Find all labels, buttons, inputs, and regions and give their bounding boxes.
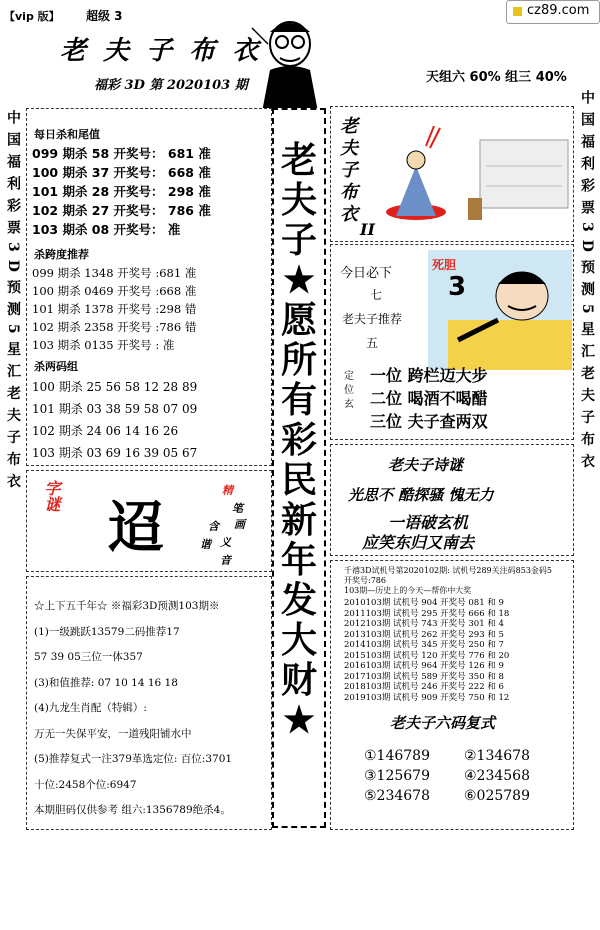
history-row: 2011103期 试机号 295 开奖号 666 和 18 bbox=[344, 608, 510, 619]
poem-line-1: 光思不 酷探骚 愧无力 bbox=[348, 486, 494, 504]
history-row: 2016103期 试机号 964 开奖号 126 和 9 bbox=[344, 661, 504, 671]
badge-square-icon bbox=[513, 7, 522, 16]
center-char: 民 bbox=[281, 459, 318, 501]
riddle-hint-words: 精 笔 画 含 谐 义 音 bbox=[200, 484, 245, 567]
center-char: 老 bbox=[281, 139, 318, 181]
center-char: 夫 bbox=[281, 179, 318, 221]
right-side-border bbox=[576, 90, 598, 910]
recommend-label: 老夫子推荐 bbox=[342, 312, 403, 326]
center-char: 子 bbox=[281, 219, 318, 261]
center-char: 愿 bbox=[281, 299, 318, 341]
left-side-border bbox=[2, 110, 24, 930]
history-row: 2015103期 试机号 120 开奖号 776 和 20 bbox=[344, 650, 510, 661]
left-side-text: 中国福利彩票3D预测5星汇老夫子布衣 bbox=[5, 110, 21, 496]
center-char: 所 bbox=[281, 339, 318, 381]
stamp-label: 死胆 bbox=[432, 258, 457, 272]
level-label: 超级 3 bbox=[86, 9, 123, 23]
prediction-line: 十位:2458个位:6947 bbox=[34, 778, 137, 791]
prediction-lines bbox=[34, 594, 232, 824]
span-kill-heading: 杀跨度推荐 bbox=[34, 248, 89, 261]
two-code-row: 101 期杀 03 38 59 58 07 09 bbox=[32, 402, 198, 416]
poem-line-3: 应笑东归又南去 bbox=[362, 533, 475, 552]
history-row: 2012103期 试机号 743 开奖号 301 和 4 bbox=[344, 619, 504, 629]
center-char: 发 bbox=[281, 579, 318, 621]
prediction-line: 万无一失保平安，一道残阳铺水中 bbox=[34, 727, 192, 740]
stamp-value: 3 bbox=[448, 272, 467, 302]
daily-kill-row: 102 期杀 27 开奖号： 786 准 bbox=[32, 203, 211, 218]
span-kill-row: 100 期杀 0469 开奖号 :668 准 bbox=[32, 284, 197, 298]
history-intro bbox=[344, 566, 552, 596]
daily-kill-row: 099 期杀 58 开奖号： 681 准 bbox=[32, 146, 211, 161]
today-must-value: 七 bbox=[370, 288, 383, 302]
center-char: 有 bbox=[281, 379, 318, 421]
daily-kill-heading: 每日杀和尾值 bbox=[34, 128, 100, 141]
span-kill-row: 103 期杀 0135 开奖号 : 准 bbox=[32, 338, 175, 352]
span-kill-list bbox=[32, 264, 196, 354]
cartoon-sage-figure bbox=[246, 14, 326, 112]
daily-kill-row: 101 期杀 28 开奖号： 298 准 bbox=[32, 184, 211, 199]
six-code-item: ③125679 bbox=[364, 768, 430, 784]
history-table bbox=[344, 598, 509, 703]
six-code-item: ⑤234678 bbox=[364, 788, 430, 804]
history-row: 2017103期 试机号 589 开奖号 350 和 8 bbox=[344, 671, 504, 682]
poem-title: 老夫子诗谜 bbox=[388, 456, 464, 474]
recommend-value: 五 bbox=[366, 336, 379, 350]
daily-kill-row: 103 期杀 08 开奖号： 准 bbox=[32, 222, 181, 237]
cartoon-title: 老 夫 子 布 衣 bbox=[340, 116, 358, 225]
history-intro-3: 103期—历史上的今天—帮你中大奖 bbox=[344, 586, 472, 595]
brand-title: 老 夫 子 布 衣 bbox=[60, 36, 263, 66]
issue-label: 福彩 3D 第 2020103 期 bbox=[94, 78, 248, 93]
six-code-item: ④234568 bbox=[464, 768, 530, 784]
riddle-big-char: 迢 bbox=[108, 495, 164, 561]
star-icon: ★ bbox=[282, 699, 316, 741]
vip-label: 【vip 版】 bbox=[4, 10, 60, 23]
six-code-item: ①146789 bbox=[364, 748, 430, 764]
position-line: 一位 跨栏迈大步 bbox=[370, 366, 488, 385]
today-must-label: 今日必下 bbox=[340, 266, 393, 281]
history-row: 2014103期 试机号 345 开奖号 250 和 7 bbox=[344, 640, 504, 650]
position-side-label: 定 位 玄 bbox=[344, 371, 354, 410]
two-code-row: 102 期杀 24 06 14 16 26 bbox=[32, 424, 179, 438]
prediction-line: (3)和值推荐: 07 10 14 16 18 bbox=[34, 676, 178, 689]
position-line: 二位 喝酒不喝醋 bbox=[370, 389, 488, 408]
two-code-list bbox=[32, 376, 197, 464]
center-char: 彩 bbox=[281, 419, 318, 461]
site-badge[interactable] bbox=[506, 0, 600, 24]
prediction-line: (1)一级跳跃13579二码推荐17 bbox=[34, 625, 180, 638]
history-row: 2018103期 试机号 246 开奖号 222 和 6 bbox=[344, 682, 504, 692]
prediction-line: (4)九龙生肖配（特辑）: bbox=[34, 702, 147, 714]
span-kill-row: 102 期杀 2358 开奖号 :786 错 bbox=[32, 320, 197, 334]
cartoon-suffix: II bbox=[360, 220, 375, 239]
daily-kill-row: 100 期杀 37 开奖号： 668 准 bbox=[32, 165, 211, 180]
badge-text: cz89.com bbox=[527, 3, 590, 18]
history-intro-1: 千禧3D试机号第2020102期: 试机号289关注码853金码5 bbox=[344, 566, 552, 575]
two-code-row: 103 期杀 03 69 16 39 05 67 bbox=[32, 446, 198, 460]
prediction-line: ☆上下五千年☆ ※福彩3D预测103期※ bbox=[34, 600, 220, 612]
center-char: 年 bbox=[281, 539, 318, 581]
poem-line-2: 一语破玄机 bbox=[388, 513, 469, 532]
two-code-row: 100 期杀 25 56 58 12 28 89 bbox=[32, 380, 198, 394]
history-intro-2: 开奖号:786 bbox=[344, 576, 386, 585]
center-char: 财 bbox=[281, 659, 318, 701]
prediction-line: 57 39 05三位一体357 bbox=[34, 651, 143, 663]
history-row: 2010103期 试机号 904 开奖号 081 和 9 bbox=[344, 598, 504, 608]
group-ratio: 天组六 60% 组三 40% bbox=[426, 70, 567, 85]
center-char: 新 bbox=[281, 499, 318, 541]
position-line: 三位 夫子查两双 bbox=[370, 412, 488, 431]
prediction-line: 本期胆码仅供参考 组六:1356789绝杀4。 bbox=[34, 804, 231, 816]
six-code-title: 老夫子六码复式 bbox=[390, 714, 496, 732]
kneeling-figure-cartoon bbox=[376, 126, 570, 236]
right-side-text: 中国福利彩票3D预测5星汇老夫子布衣 bbox=[579, 90, 595, 476]
center-blessing-text bbox=[282, 140, 316, 740]
two-code-heading: 杀两码组 bbox=[34, 360, 78, 373]
stamp-cartoon bbox=[428, 250, 572, 370]
history-row: 2013103期 试机号 262 开奖号 293 和 5 bbox=[344, 629, 504, 640]
span-kill-row: 101 期杀 1378 开奖号 :298 错 bbox=[32, 302, 197, 316]
daily-kill-list bbox=[32, 144, 211, 239]
six-code-item: ②134678 bbox=[464, 748, 530, 764]
span-kill-row: 099 期杀 1348 开奖号 :681 准 bbox=[32, 266, 197, 280]
star-icon: ★ bbox=[282, 259, 316, 301]
position-lines bbox=[370, 364, 488, 433]
history-row: 2019103期 试机号 909 开奖号 750 和 12 bbox=[344, 692, 510, 703]
six-code-item: ⑥025789 bbox=[464, 788, 530, 804]
center-char: 大 bbox=[281, 619, 318, 661]
riddle-left-label: 字谜 bbox=[42, 480, 61, 512]
six-code-grid bbox=[364, 746, 564, 806]
prediction-line: (5)推荐复式一注379革选定位: 百位:3701 bbox=[34, 753, 233, 765]
